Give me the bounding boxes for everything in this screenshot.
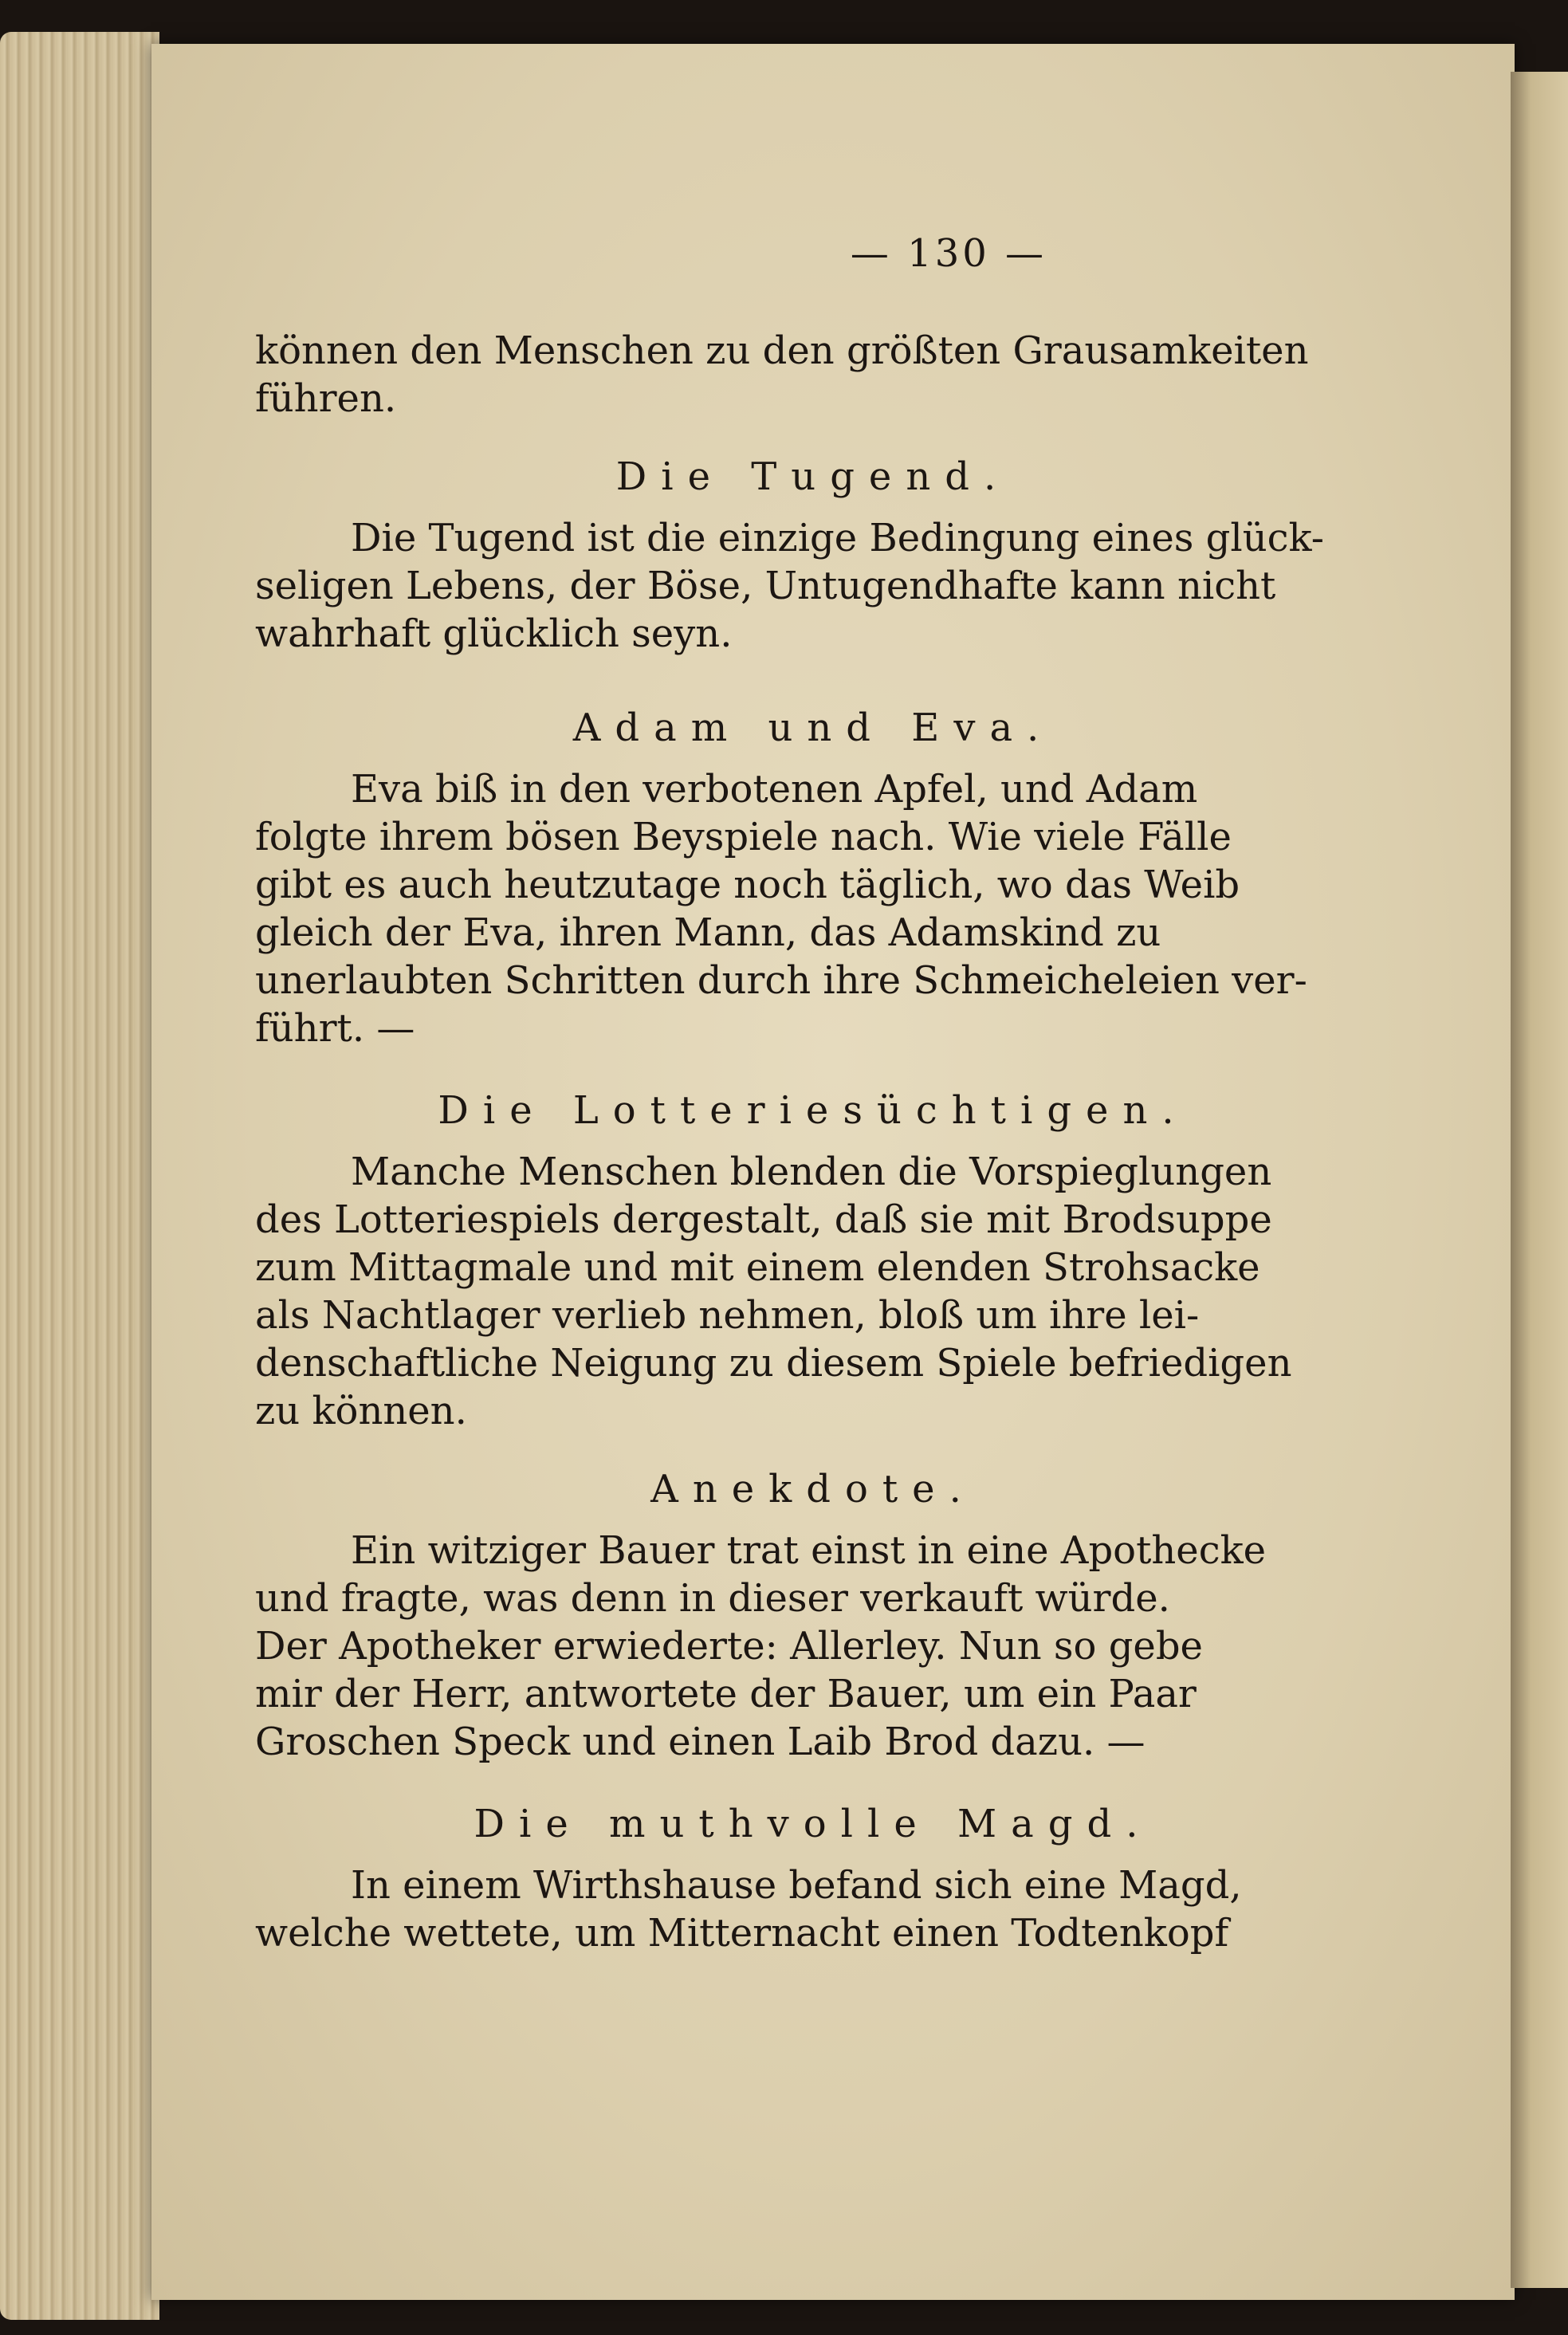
paragraph [255,1861,1371,1957]
text-line: Ein witziger Bauer trat einst in eine Apothecke [351,1528,1267,1573]
text-line: führt. — [255,1006,415,1051]
paragraph [255,765,1371,1052]
text-line: denschaftliche Neigung zu diesem Spiele befriedigen [255,1341,1292,1386]
section-heading: Die Lotteriesüchtigen. [438,1088,1189,1133]
text-line: wahrhaft glücklich seyn. [255,611,733,656]
section-heading: Anekdote. [650,1467,976,1511]
text-line: Der Apotheker erwiederte: Allerley. Nun so gebe [255,1624,1203,1669]
text-line: zum Mittagmale und mit einem elenden Strohsacke [255,1245,1260,1290]
text-line: Die Tugend ist die einzige Bedingung eines glück- [351,516,1324,560]
paragraph [255,1527,1371,1766]
paragraph [255,327,1371,423]
text-line: und fragte, was denn in dieser verkauft würde. [255,1576,1170,1621]
text-line: Eva biß in den verbotenen Apfel, und Adam [351,767,1198,812]
paragraph [255,1148,1371,1435]
text-line: In einem Wirthshause befand sich eine Magd, [351,1863,1242,1908]
text-line: Groschen Speck und einen Laib Brod dazu. — [255,1720,1146,1764]
text-line: als Nachtlager verlieb nehmen, bloß um ihre lei- [255,1293,1200,1338]
text-line: können den Menschen zu den größten Grausamkeiten [255,328,1309,373]
text-line: unerlaubten Schritten durch ihre Schmeicheleien ver- [255,958,1307,1003]
book-page-edges [0,32,159,2320]
section-heading: Die Tugend. [615,454,1011,499]
text-line: zu können. [255,1389,467,1433]
section-heading: Die muthvolle Magd. [474,1802,1153,1846]
facing-page-edge [1511,72,1568,2288]
text-line: welche wettete, um Mitternacht einen Todtenkopf [255,1911,1229,1956]
paragraph [255,514,1371,658]
text-line: gleich der Eva, ihren Mann, das Adamskind zu [255,910,1161,955]
text-line: führen. [255,376,397,421]
section-heading: Adam und Eva. [572,706,1054,750]
text-line: folgte ihrem bösen Beyspiele nach. Wie viele Fälle [255,815,1232,859]
page-number: — 130 — [850,231,1047,276]
text-line: gibt es auch heutzutage noch täglich, wo das Weib [255,863,1240,907]
text-line: seligen Lebens, der Böse, Untugendhafte kann nicht [255,564,1276,608]
text-line: Manche Menschen blenden die Vorspieglungen [351,1150,1272,1194]
text-line: des Lotteriespiels dergestalt, daß sie mit Brodsuppe [255,1197,1272,1242]
text-line: mir der Herr, antwortete der Bauer, um ein Paar [255,1672,1197,1716]
